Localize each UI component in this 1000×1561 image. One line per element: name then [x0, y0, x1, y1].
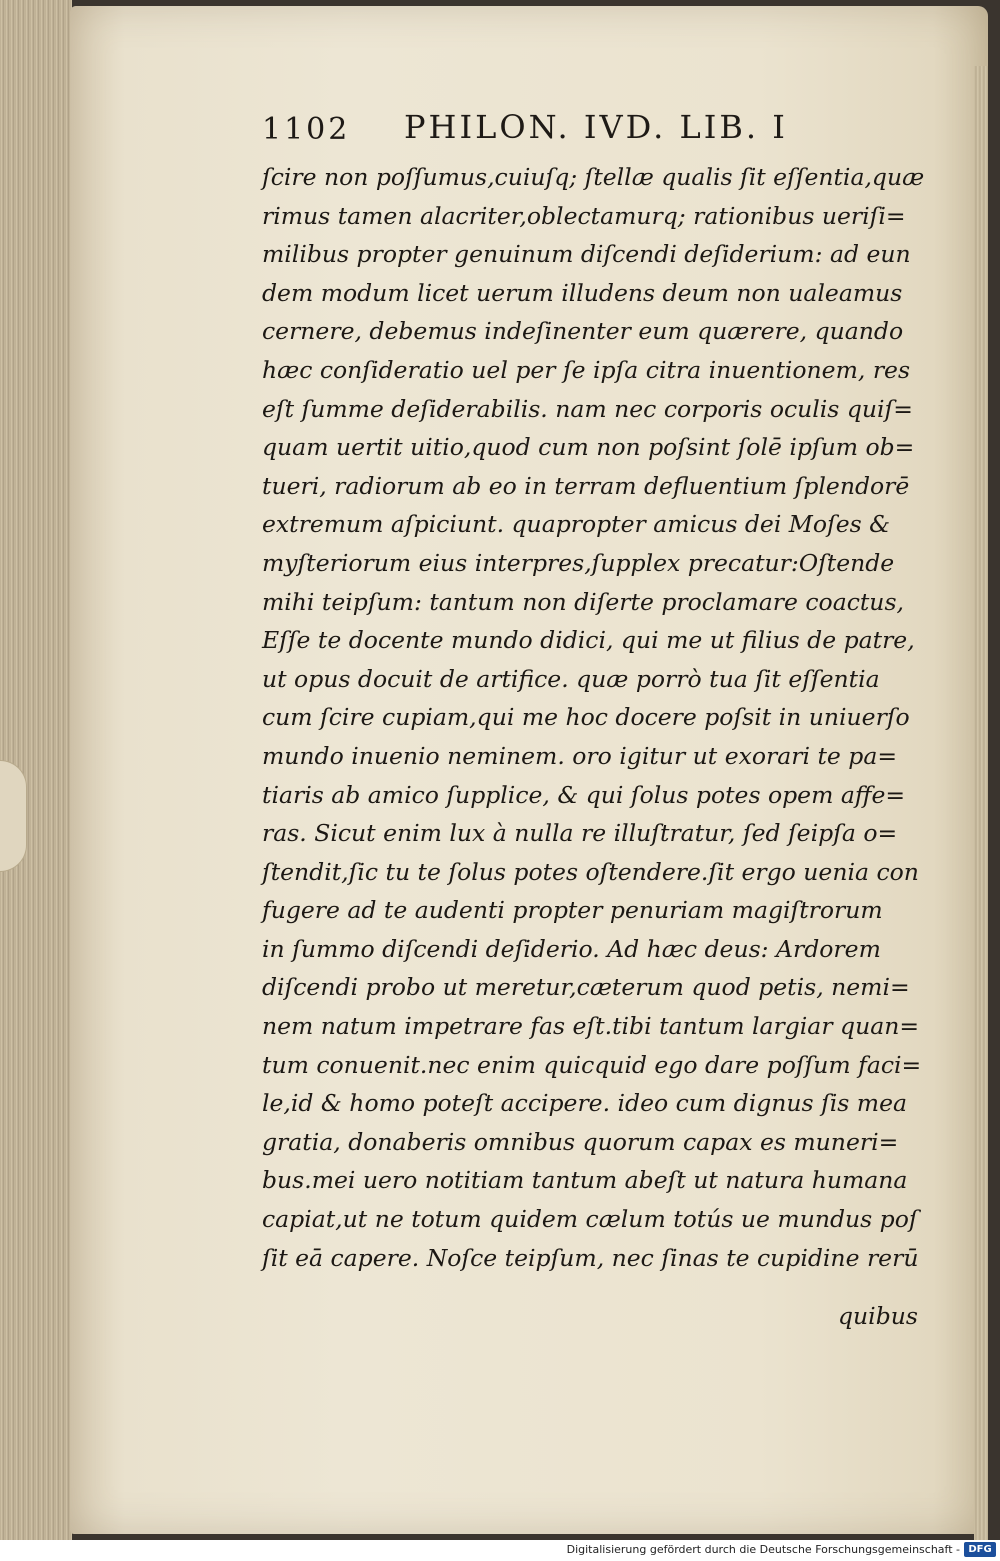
text-line: tiaris ab amico ſupplice, & qui ſolus potes opem affe= [262, 780, 906, 809]
funding-credit: Digitalisierung gefördert durch die Deutsche Forschungsgemeinschaft - [566, 1543, 960, 1556]
text-line: ſcire non poſſumus,cuiuſq; ſtellæ qualis ſit eſſentia,quæ [262, 163, 925, 191]
text-line: ſtendit,ſic tu te ſolus potes oſtendere.ſit ergo uenia con [262, 857, 919, 886]
text-line: rimus tamen alacriter,oblectamurq; rationibus ueriſi= [262, 201, 906, 230]
text-line: in ſummo diſcendi deſiderio. Ad hæc deus: Ardorem [262, 934, 881, 963]
body-text [262, 158, 942, 1277]
text-line: cernere, debemus indeſinenter eum quærere, quando [262, 317, 904, 346]
text-line: tueri, radiorum ab eo in terram defluentium ſplendorē [262, 471, 910, 500]
text-line: le,id & homo poteſt accipere. ideo cum dignus ſis mea [262, 1089, 908, 1118]
text-line: dem modum licet uerum illudens deum non ualeamus [262, 278, 903, 307]
text-line: gratia, donaberis omnibus quorum capax es muneri= [262, 1127, 899, 1156]
text-line: nem natum impetrare fas eſt.tibi tantum largiar quan= [262, 1012, 920, 1041]
text-line: ut opus docuit de artifice. quæ porrò tua ſit eſſentia [262, 664, 880, 693]
running-title: PHILON. IVD. LIB. I [404, 108, 788, 146]
text-line: capiat,ut ne totum quidem cælum totús ue mundus poſ [262, 1205, 918, 1234]
text-line: mundo inuenio neminem. oro igitur ut exorari te pa= [262, 741, 898, 770]
text-line: myſteriorum eius interpres,ſupplex precatur:Oſtende [262, 548, 895, 577]
running-header [262, 108, 902, 158]
text-line: quam uertit uitio,quod cum non poſsint ſolē ipſum ob= [262, 433, 915, 462]
text-line: ras. Sicut enim lux à nulla re illuſtratur, ſed ſeipſa o= [262, 819, 898, 848]
text-line: tum conuenit.nec enim quicquid ego dare poſſum faci= [262, 1050, 922, 1079]
text-line: diſcendi probo ut meretur,cæterum quod petis, nemi= [262, 973, 910, 1002]
text-line: extremum aſpiciunt. quapropter amicus dei Moſes & [262, 510, 891, 539]
text-line: hæc conſideratio uel per ſe ipſa citra inuentionem, res [262, 355, 911, 384]
text-line: mihi teipſum: tantum non diſerte proclamare coactus, [262, 587, 904, 616]
text-line: Eſſe te docente mundo didici, qui me ut filius de patre, [262, 626, 915, 655]
dfg-logo: DFG [964, 1542, 996, 1557]
paper-tab [0, 760, 27, 872]
page-number: 1102 [262, 112, 351, 147]
text-line: fugere ad te audenti propter penuriam magiſtrorum [262, 896, 883, 925]
text-line: cum ſcire cupiam,qui me hoc docere poſsit in uniuerſo [262, 703, 910, 732]
footer-bar [0, 1540, 1000, 1561]
catchword: quibus [838, 1302, 918, 1330]
text-line: bus.mei uero notitiam tantum abeſt ut natura humana [262, 1166, 908, 1195]
text-line: milibus propter genuinum diſcendi deſiderium: ad eun [262, 240, 911, 269]
page-edges-right [974, 66, 988, 1546]
text-line: ſit eā capere. Noſce teipſum, nec ſinas te cupidine rerū [262, 1243, 919, 1272]
text-line: eſt ſumme deſiderabilis. nam nec corporis oculis quiſ= [262, 394, 913, 423]
